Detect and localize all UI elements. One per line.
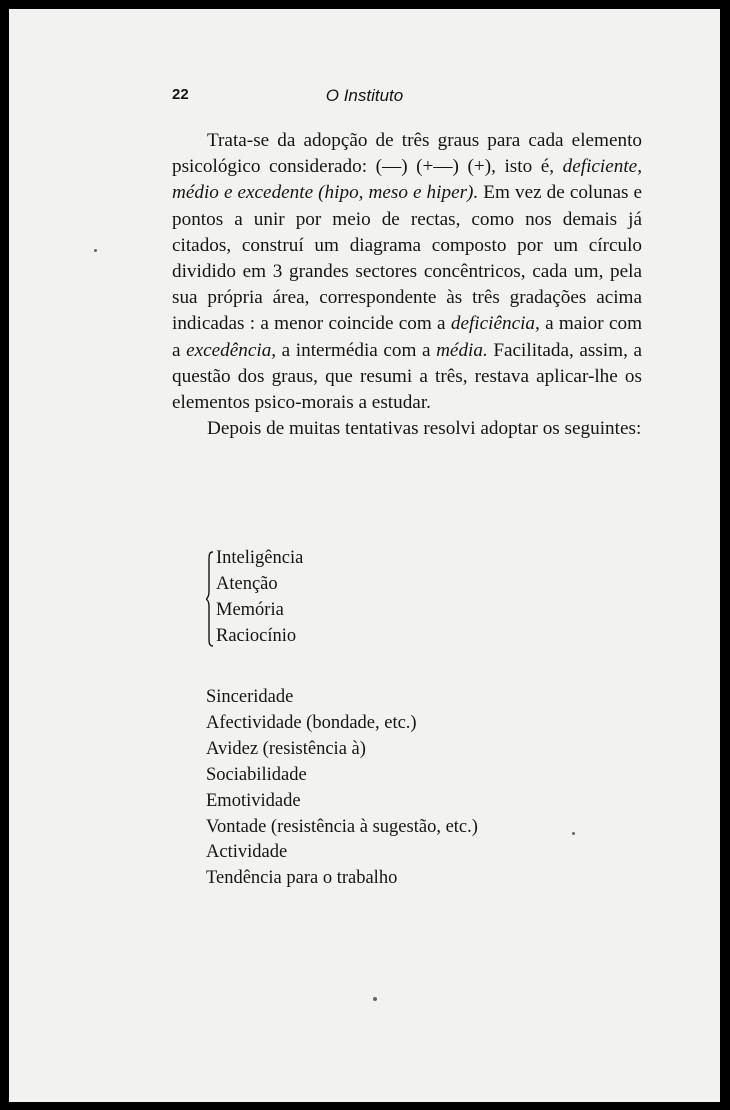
paragraph-graus-text-4: a intermédia com a [276, 339, 437, 361]
list-item: Tendência para o trabalho [206, 868, 398, 889]
paragraph-graus-text-5: Facilitada, assim, a questão dos graus, que resumi a três, restava aplicar-lhe os elementos psico-morais a estudar. [172, 339, 642, 414]
paper-speck [572, 832, 575, 835]
list-item: Atenção [216, 574, 278, 594]
paragraph-graus [172, 128, 642, 416]
list-item: Inteligência [216, 548, 304, 568]
paragraph-graus-emphasis-media: média. [436, 339, 488, 361]
paper-speck [373, 997, 377, 1001]
paragraph-graus-emphasis-deficiencia: deficiência, [450, 313, 540, 335]
list-item: Memória [216, 600, 284, 620]
paper-speck [94, 249, 97, 252]
paragraph-graus-emphasis-terms: deficiente, médio e excedente (hipo, meso e hiper). [172, 156, 642, 204]
page-header [9, 86, 720, 110]
running-title: O Instituto [325, 86, 404, 105]
paragraph-graus-text-2: Em vez de colunas e pontos a unir por meio de rectas, como nos demais já citados, construí um diagrama composto por um círculo dividido em 3 grandes sectores concêntricos, cada um, pela sua própria área, correspondente às três gradações acima indicadas : a menor coincide com a [172, 182, 642, 335]
list-item: Raciocínio [216, 626, 297, 646]
book-page [9, 9, 720, 1102]
list-item: Avidez (resistência à) [206, 738, 366, 759]
intellectual-elements-list [206, 545, 303, 649]
page-number: 22 [172, 86, 189, 103]
list-item: Emotividade [206, 790, 301, 811]
list-item: Actividade [206, 842, 288, 863]
paragraph-graus-emphasis-excedencia: excedência, [186, 339, 277, 361]
paragraph-graus-text-1: Trata-se da adopção de três graus para cada elemento psicológico considerado: (—) (+—) (+), isto é, [172, 130, 642, 178]
list-item: Afectividade (bondade, etc.) [206, 712, 417, 733]
moral-elements-list [206, 685, 478, 892]
left-brace-icon [206, 551, 214, 647]
body-text [172, 128, 642, 442]
list-item: Sociabilidade [206, 764, 307, 785]
paragraph-graus-text-3: a maior com a [172, 313, 642, 361]
paragraph-seguintes: Depois de muitas tentativas resolvi adoptar os seguintes: [207, 418, 642, 440]
list-item: Vontade (resistência à sugestão, etc.) [206, 816, 478, 837]
list-item: Sinceridade [206, 687, 294, 707]
